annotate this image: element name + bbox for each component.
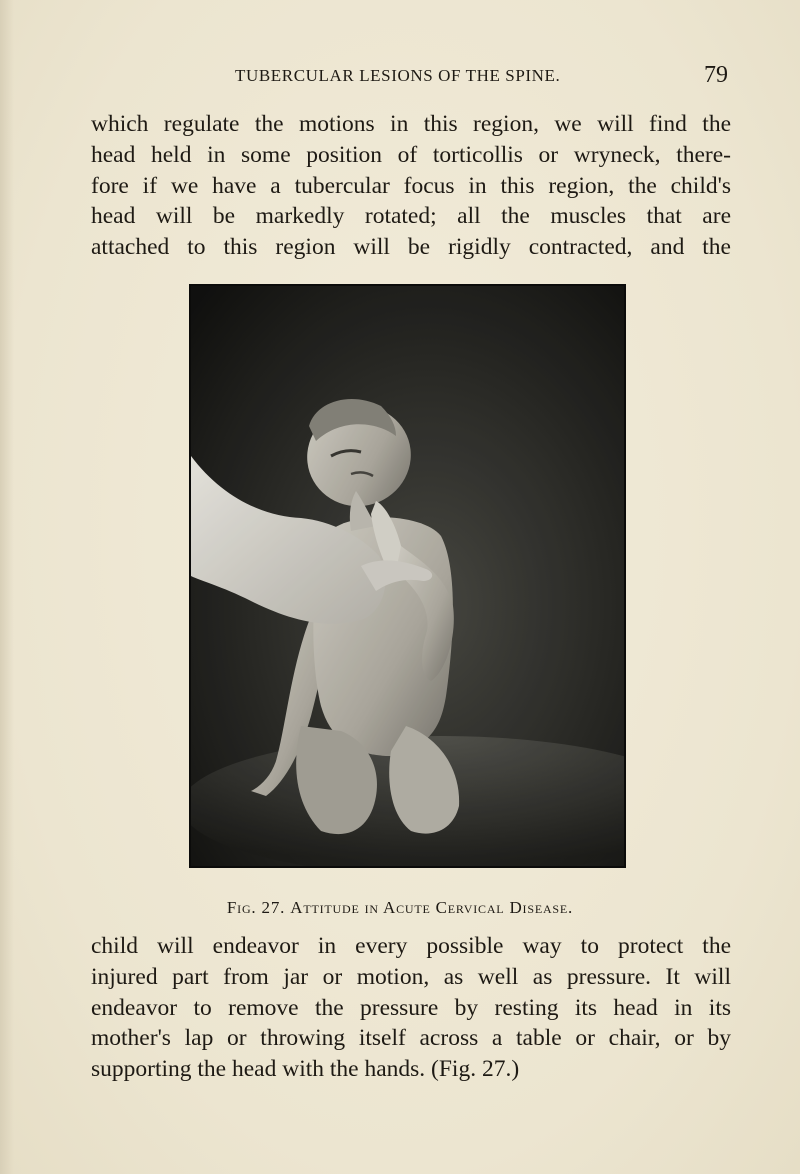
text-line: head held in some position of torticollis or wryneck, there- (91, 141, 731, 168)
text-line: which regulate the motions in this region, we will find the (91, 111, 731, 137)
figure-label: Fig. 27. (226, 898, 286, 917)
text-line: supporting the head with the hands. (Fig. 27.) (91, 1056, 520, 1083)
figure-caption (100, 898, 700, 918)
page-gutter-shadow (0, 0, 14, 1174)
running-head (92, 62, 728, 94)
figure-photograph (189, 284, 626, 868)
paragraph-bottom (91, 931, 731, 1085)
text-line: endeavor to remove the pressure by resting its head in its (91, 994, 731, 1021)
text-line: fore if we have a tubercular focus in this region, the child's (91, 172, 731, 199)
text-line: mother's lap or throwing itself across a table or chair, or by (91, 1025, 731, 1052)
paragraph-top (91, 109, 731, 263)
page-number: 79 (704, 62, 728, 88)
figure-title: Attitude in Acute Cervical Disease. (290, 898, 574, 917)
child-photo-illustration (191, 286, 624, 866)
running-title: TUBERCULAR LESIONS OF THE SPINE. (235, 66, 561, 85)
text-line: head will be markedly rotated; all the muscles that are (91, 203, 731, 230)
text-line: injured part from jar or motion, as well as pressure. It will (91, 963, 731, 990)
text-line: attached to this region will be rigidly contracted, and the (91, 234, 731, 261)
text-line: child will endeavor in every possible way to protect the (91, 933, 731, 959)
